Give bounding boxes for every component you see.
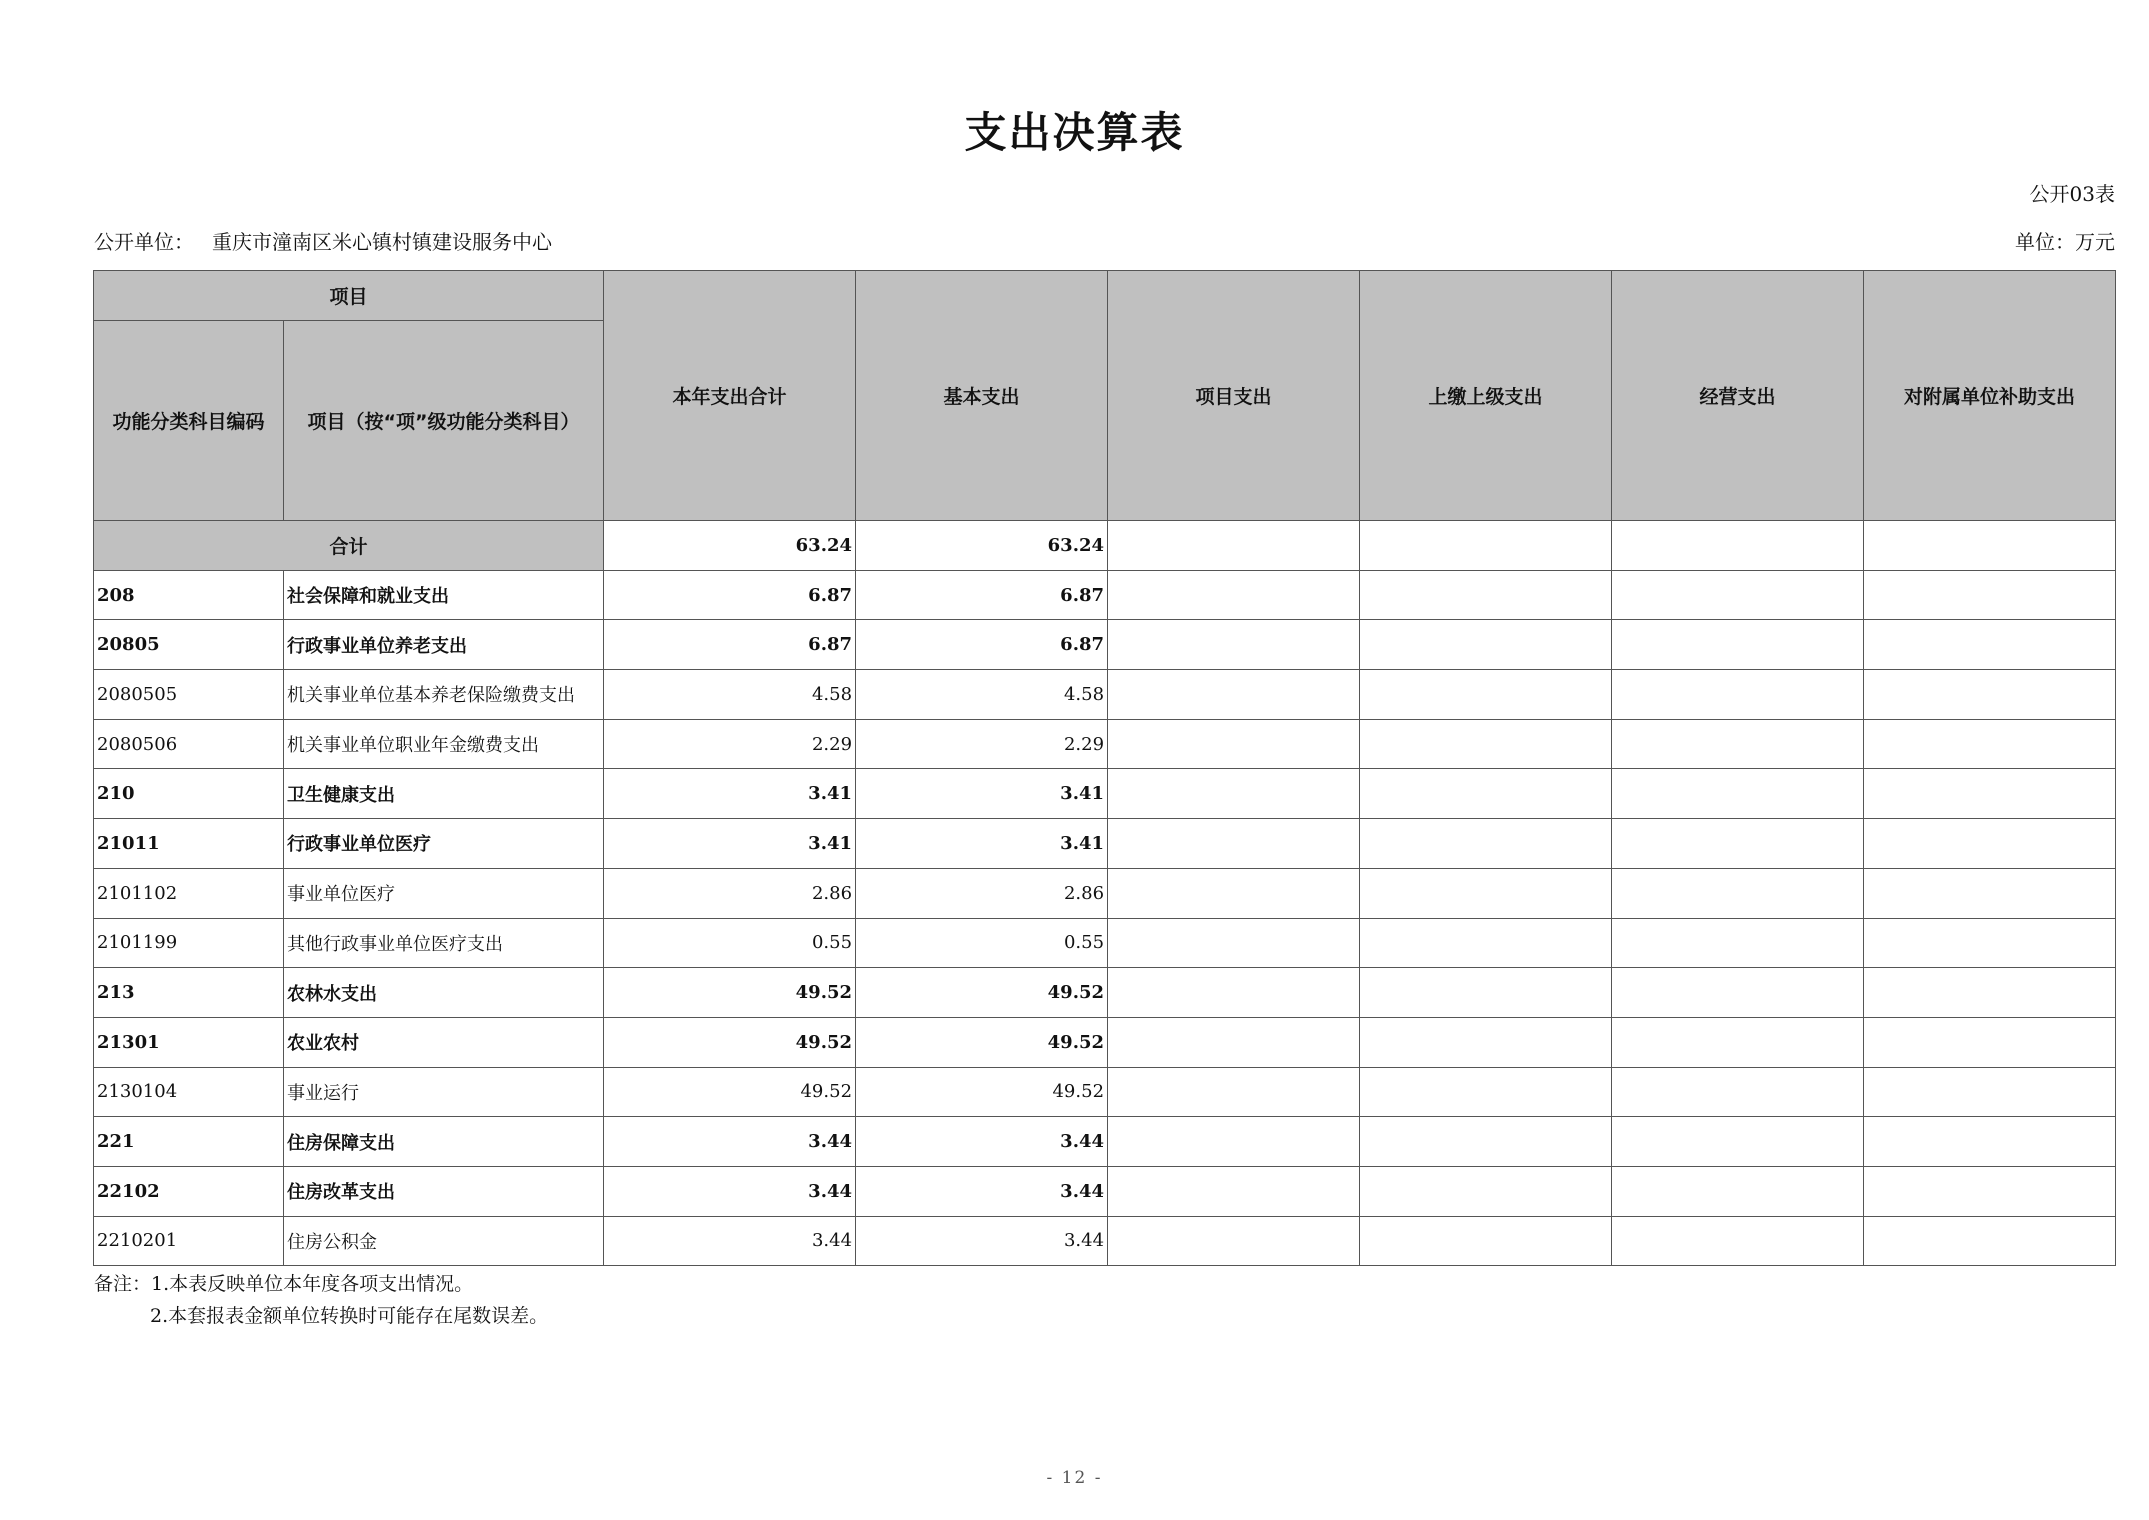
row-total: 2.29 — [604, 719, 856, 769]
currency-unit: 单位：万元 — [2015, 230, 2115, 254]
row-project — [1108, 1166, 1360, 1216]
row-basic: 3.41 — [856, 769, 1108, 819]
row-project — [1108, 620, 1360, 670]
row-subsidy — [1864, 570, 2116, 620]
row-name: 行政事业单位养老支出 — [284, 620, 604, 670]
row-upper — [1360, 570, 1612, 620]
row-basic: 3.41 — [856, 819, 1108, 869]
table-row — [94, 1216, 2116, 1266]
row-code: 20805 — [94, 620, 284, 670]
row-upper — [1360, 1216, 1612, 1266]
table-row — [94, 968, 2116, 1018]
row-upper — [1360, 819, 1612, 869]
row-project — [1108, 670, 1360, 720]
row-total: 49.52 — [604, 968, 856, 1018]
row-code: 2080505 — [94, 670, 284, 720]
row-upper — [1360, 868, 1612, 918]
row-business — [1612, 719, 1864, 769]
row-project — [1108, 968, 1360, 1018]
row-total: 4.58 — [604, 670, 856, 720]
row-subsidy — [1864, 819, 2116, 869]
total-label: 合计 — [94, 521, 604, 571]
row-subsidy — [1864, 670, 2116, 720]
row-upper — [1360, 1067, 1612, 1117]
row-total: 0.55 — [604, 918, 856, 968]
row-subsidy — [1864, 968, 2116, 1018]
header-item: 项目 — [94, 271, 604, 321]
row-project — [1108, 570, 1360, 620]
row-name: 事业单位医疗 — [284, 868, 604, 918]
row-upper — [1360, 620, 1612, 670]
row-name: 住房公积金 — [284, 1216, 604, 1266]
table-row — [94, 670, 2116, 720]
table-row — [94, 769, 2116, 819]
row-total: 6.87 — [604, 620, 856, 670]
row-total: 3.44 — [604, 1117, 856, 1167]
row-project — [1108, 1216, 1360, 1266]
row-upper — [1360, 1117, 1612, 1167]
row-name: 其他行政事业单位医疗支出 — [284, 918, 604, 968]
header-name: 项目（按“项”级功能分类科目） — [284, 321, 604, 521]
row-name: 机关事业单位职业年金缴费支出 — [284, 719, 604, 769]
row-name: 农林水支出 — [284, 968, 604, 1018]
header-code: 功能分类科目编码 — [94, 321, 284, 521]
row-code: 208 — [94, 570, 284, 620]
row-total: 3.44 — [604, 1166, 856, 1216]
table-row — [94, 918, 2116, 968]
row-subsidy — [1864, 1216, 2116, 1266]
row-name: 卫生健康支出 — [284, 769, 604, 819]
row-business — [1612, 620, 1864, 670]
total-project — [1108, 521, 1360, 571]
page-title: 支出决算表 — [964, 108, 1185, 157]
header-subsidy: 对附属单位补助支出 — [1864, 271, 2116, 521]
table-row — [94, 868, 2116, 918]
row-project — [1108, 769, 1360, 819]
row-upper — [1360, 719, 1612, 769]
row-upper — [1360, 769, 1612, 819]
header-upper: 上缴上级支出 — [1360, 271, 1612, 521]
row-basic: 2.29 — [856, 719, 1108, 769]
table-row — [94, 570, 2116, 620]
row-name: 住房保障支出 — [284, 1117, 604, 1167]
row-code: 2101199 — [94, 918, 284, 968]
row-basic: 3.44 — [856, 1166, 1108, 1216]
table-row — [94, 819, 2116, 869]
row-upper — [1360, 1017, 1612, 1067]
row-subsidy — [1864, 1117, 2116, 1167]
form-code: 公开03表 — [2029, 182, 2115, 206]
row-basic: 49.52 — [856, 968, 1108, 1018]
row-basic: 6.87 — [856, 570, 1108, 620]
header-total: 本年支出合计 — [604, 271, 856, 521]
row-name: 社会保障和就业支出 — [284, 570, 604, 620]
row-total: 6.87 — [604, 570, 856, 620]
total-row — [94, 521, 2116, 571]
table-row — [94, 1117, 2116, 1167]
row-business — [1612, 968, 1864, 1018]
row-code: 2101102 — [94, 868, 284, 918]
total-business — [1612, 521, 1864, 571]
row-business — [1612, 868, 1864, 918]
row-project — [1108, 1117, 1360, 1167]
row-basic: 4.58 — [856, 670, 1108, 720]
header-business: 经营支出 — [1612, 271, 1864, 521]
row-basic: 0.55 — [856, 918, 1108, 968]
row-business — [1612, 670, 1864, 720]
row-code: 22102 — [94, 1166, 284, 1216]
row-business — [1612, 1117, 1864, 1167]
row-code: 2210201 — [94, 1216, 284, 1266]
row-upper — [1360, 918, 1612, 968]
row-name: 机关事业单位基本养老保险缴费支出 — [284, 670, 604, 720]
row-project — [1108, 719, 1360, 769]
unit-info-row — [94, 226, 2115, 255]
row-total: 49.52 — [604, 1067, 856, 1117]
row-subsidy — [1864, 620, 2116, 670]
table-row — [94, 719, 2116, 769]
row-subsidy — [1864, 719, 2116, 769]
row-business — [1612, 1017, 1864, 1067]
reporting-unit — [94, 226, 552, 255]
row-basic: 6.87 — [856, 620, 1108, 670]
note-line-1: 备注：1.本表反映单位本年度各项支出情况。 — [94, 1273, 474, 1295]
row-basic: 3.44 — [856, 1216, 1108, 1266]
row-basic: 49.52 — [856, 1067, 1108, 1117]
total-basic: 63.24 — [856, 521, 1108, 571]
row-code: 21011 — [94, 819, 284, 869]
row-project — [1108, 1017, 1360, 1067]
row-project — [1108, 819, 1360, 869]
row-subsidy — [1864, 1166, 2116, 1216]
note-line-2: 2.本套报表金额单位转换时可能存在尾数误差。 — [150, 1305, 549, 1327]
row-subsidy — [1864, 918, 2116, 968]
row-project — [1108, 868, 1360, 918]
table-row — [94, 1166, 2116, 1216]
row-name: 事业运行 — [284, 1067, 604, 1117]
reporting-unit-name: 重庆市潼南区米心镇村镇建设服务中心 — [212, 230, 552, 254]
row-code: 210 — [94, 769, 284, 819]
row-total: 3.41 — [604, 819, 856, 869]
reporting-unit-label: 公开单位： — [94, 230, 194, 254]
row-total: 3.41 — [604, 769, 856, 819]
page-number: - 12 - — [1046, 1468, 1103, 1488]
row-basic: 3.44 — [856, 1117, 1108, 1167]
row-upper — [1360, 1166, 1612, 1216]
row-subsidy — [1864, 1067, 2116, 1117]
row-total: 3.44 — [604, 1216, 856, 1266]
row-business — [1612, 769, 1864, 819]
row-total: 49.52 — [604, 1017, 856, 1067]
row-subsidy — [1864, 769, 2116, 819]
total-upper — [1360, 521, 1612, 571]
row-basic: 2.86 — [856, 868, 1108, 918]
row-code: 213 — [94, 968, 284, 1018]
row-business — [1612, 1067, 1864, 1117]
row-business — [1612, 1216, 1864, 1266]
row-subsidy — [1864, 868, 2116, 918]
row-name: 住房改革支出 — [284, 1166, 604, 1216]
expenditure-table — [93, 270, 2116, 1266]
row-project — [1108, 918, 1360, 968]
table-row — [94, 620, 2116, 670]
row-basic: 49.52 — [856, 1017, 1108, 1067]
row-business — [1612, 1166, 1864, 1216]
table-row — [94, 1067, 2116, 1117]
row-upper — [1360, 670, 1612, 720]
table-row — [94, 1017, 2116, 1067]
row-name: 农业农村 — [284, 1017, 604, 1067]
row-name: 行政事业单位医疗 — [284, 819, 604, 869]
row-code: 21301 — [94, 1017, 284, 1067]
notes — [94, 1268, 548, 1332]
header-basic: 基本支出 — [856, 271, 1108, 521]
row-code: 2130104 — [94, 1067, 284, 1117]
row-upper — [1360, 968, 1612, 1018]
total-total: 63.24 — [604, 521, 856, 571]
row-business — [1612, 570, 1864, 620]
row-business — [1612, 918, 1864, 968]
row-code: 221 — [94, 1117, 284, 1167]
row-total: 2.86 — [604, 868, 856, 918]
total-subsidy — [1864, 521, 2116, 571]
row-subsidy — [1864, 1017, 2116, 1067]
row-business — [1612, 819, 1864, 869]
row-code: 2080506 — [94, 719, 284, 769]
row-project — [1108, 1067, 1360, 1117]
header-project: 项目支出 — [1108, 271, 1360, 521]
